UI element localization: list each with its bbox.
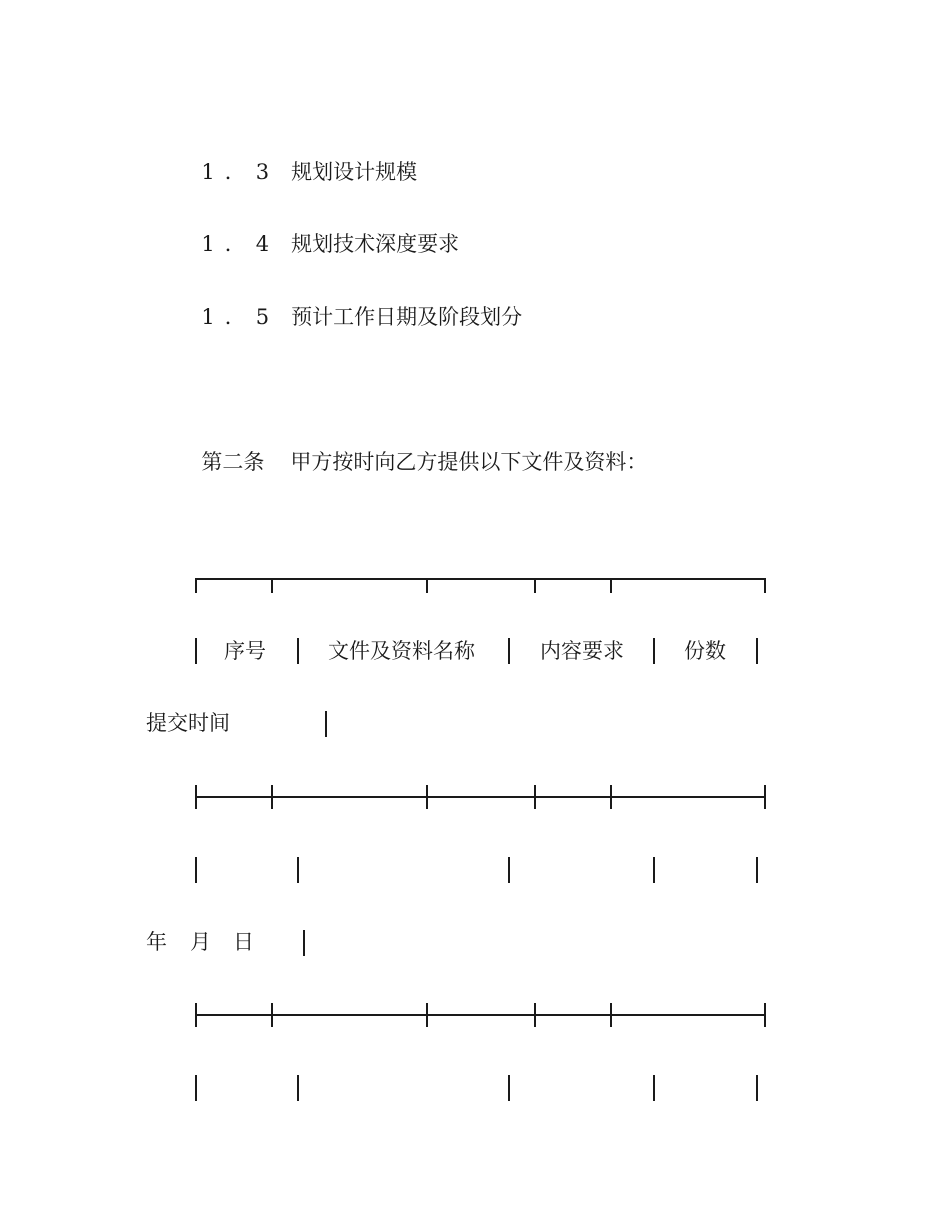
table-row-border <box>195 1014 766 1016</box>
table-cross-tick <box>610 785 612 809</box>
table-cross-tick <box>195 1003 197 1027</box>
table-cross-tick <box>271 1003 273 1027</box>
header-requirement: 内容要求 <box>540 639 624 663</box>
column-separator <box>297 638 299 664</box>
item-number: 1．3 <box>201 160 280 184</box>
column-separator <box>303 930 305 956</box>
item-number: 1．5 <box>201 305 280 329</box>
table-top-tick <box>534 578 536 593</box>
article-text: 甲方按时向乙方提供以下文件及资料： <box>290 450 648 474</box>
item-1-3 <box>188 130 417 186</box>
column-separator <box>195 1075 197 1101</box>
column-separator <box>653 1075 655 1101</box>
table-top-tick <box>610 578 612 593</box>
item-text: 规划技术深度要求 <box>291 232 460 256</box>
item-number: 1．4 <box>201 232 280 256</box>
table-cross-tick <box>271 785 273 809</box>
table-cross-tick <box>610 1003 612 1027</box>
table-cross-tick <box>534 1003 536 1027</box>
column-separator <box>325 711 327 737</box>
column-separator <box>508 638 510 664</box>
table-cross-tick <box>426 785 428 809</box>
header-seq: 序号 <box>224 639 266 663</box>
column-separator <box>195 638 197 664</box>
date-year: 年 <box>146 930 167 954</box>
table-top-tick <box>271 578 273 593</box>
column-separator <box>508 1075 510 1101</box>
column-separator <box>653 638 655 664</box>
table-cross-tick <box>534 785 536 809</box>
column-separator <box>756 857 758 883</box>
table-cross-tick <box>764 785 766 809</box>
header-copies: 份数 <box>684 639 726 663</box>
item-text: 预计工作日期及阶段划分 <box>291 305 523 329</box>
item-1-5 <box>188 275 522 331</box>
table-top-tick <box>195 578 197 593</box>
table-cross-tick <box>764 1003 766 1027</box>
table-top-tick <box>426 578 428 593</box>
date-month: 月 <box>190 930 211 954</box>
article-heading: 第二条 <box>201 450 265 474</box>
column-separator <box>756 1075 758 1101</box>
column-separator <box>756 638 758 664</box>
header-submit-time: 提交时间 <box>146 711 230 735</box>
column-separator <box>297 857 299 883</box>
table-row-border <box>195 796 766 798</box>
header-name: 文件及资料名称 <box>328 639 475 663</box>
article-2 <box>188 420 647 476</box>
column-separator <box>653 857 655 883</box>
column-separator <box>297 1075 299 1101</box>
item-1-4 <box>188 202 459 258</box>
item-text: 规划设计规模 <box>291 160 418 184</box>
table-cross-tick <box>195 785 197 809</box>
column-separator <box>195 857 197 883</box>
table-top-tick <box>764 578 766 593</box>
table-top-border <box>195 578 766 580</box>
date-day: 日 <box>233 930 254 954</box>
column-separator <box>508 857 510 883</box>
table-cross-tick <box>426 1003 428 1027</box>
